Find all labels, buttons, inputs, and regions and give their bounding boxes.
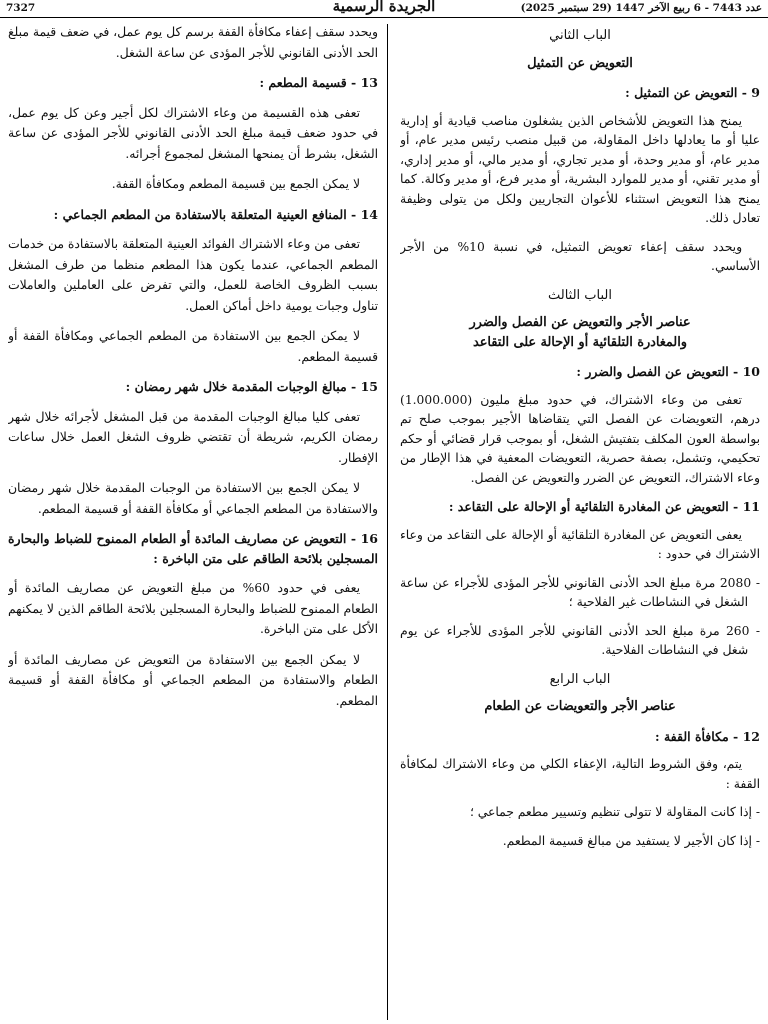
chapter-title: عناصر الأجر والتعويض عن الفصل والضرر (469, 315, 691, 330)
article-title: 14 - المنافع العينية المتعلقة بالاستفادة من المطعم الجماعي : (53, 206, 378, 222)
paragraph: تعفى كليا مبالغ الوجبات المقدمة من قبل المشغل لأجرائه خلال شهر رمضان الكريم، شريطة أن تقتضي ظروف الشغل العمل خلال ساعات الإفطار. (8, 409, 378, 465)
article-title: 11 - التعويض عن المغادرة التلقائية أو الإحالة على التقاعد : (448, 499, 760, 514)
paragraph: لا يمكن الجمع بين قسيمة المطعم ومكافأة القفة. (111, 177, 360, 191)
chapter-heading: الباب الرابع (549, 671, 611, 687)
paragraph: تعفى هذه القسيمة من وعاء الاشتراك لكل أجير وعن كل يوم عمل، في حدود ضعف قيمة مبلغ الحد الأدنى القانوني للأجر المؤدى عن ساعة الشغل، بشرط أن يمنحها المشغل لمجموع أجرائه. (8, 105, 378, 161)
issue-info: عدد 7443 - 6 ربيع الآخر 1447 (29 سبتمبر 2025) (520, 2, 762, 14)
paragraph: لا يمكن الجمع بين الاستفادة من الوجبات المقدمة خلال شهر رمضان والاستفادة من المطعم الجماعي أو مكافأة القفة أو قسيمة المطعم. (8, 481, 378, 516)
paragraph: يعفى التعويض عن المغادرة التلقائية أو الإحالة على التقاعد من وعاء الاشتراك في حدود : (400, 527, 760, 561)
article-title: 10 - التعويض عن الفصل والضرر : (576, 364, 760, 379)
paragraph: لا يمكن الجمع بين الاستفادة من التعويض عن مصاريف المائدة أو الطعام والاستفادة من المطعم الجماعي أو مكافأة القفة أو قسيمة المطعم. (8, 652, 378, 708)
chapter-heading: الباب الثاني (549, 28, 611, 43)
list-item: - إذا كانت المقاولة لا تتولى تنظيم وتسيير مطعم جماعي ؛ (469, 805, 760, 819)
paragraph: يتم، وفق الشروط التالية، الإعفاء الكلي من وعاء الاشتراك لمكافأة القفة : (400, 757, 760, 791)
article-title: 15 - مبالغ الوجبات المقدمة خلال شهر رمضان : (125, 379, 378, 394)
list-item: - إذا كان الأجير لا يستفيد من مبالغ قسيمة المطعم. (502, 833, 760, 848)
list-item: - 2080 مرة مبلغ الحد الأدنى القانوني للأجر المؤدى للأجراء عن ساعة الشغل في النشاطات غير الفلاحية ؛ (400, 575, 760, 609)
chapter-title: عناصر الأجر والتعويضات عن الطعام (484, 699, 676, 714)
right-column (400, 22, 760, 1024)
page-number: 7327 (6, 2, 36, 14)
article-title: 16 - التعويض عن مصاريف المائدة أو الطعام الممنوح للضباط والبحارة المسجلين بلائحة الطاقم على متن الباخرة : (8, 531, 378, 566)
chapter-heading: الباب الثالث (547, 287, 612, 303)
list-item: - 260 مرة مبلغ الحد الأدنى القانوني للأجر المؤدى للأجراء عن يوم شغل في النشاطات الفلاحية. (400, 623, 760, 657)
chapter-title: والمغادرة التلقائية أو الإحالة على التقاعد (473, 334, 687, 350)
paragraph: تعفى من وعاء الاشتراك، في حدود مبلغ مليون (1.000.000) درهم، التعويضات عن الفصل التي يتقاضاها الأجير بموجب صلح تم بواسطة العون المكلف بتفتيش الشغل، أو بموجب قرار قضائي أو حكم تحكيمي، وتشمل، بصفة حصرية، التعويضات المعفية في هذا الإطار من وعاء الاشتراك، التعويض عن الضرر والتعويض عن الفصل. (400, 392, 760, 485)
paragraph: ويحدد سقف إعفاء مكافأة القفة برسم كل يوم عمل، في ضعف قيمة مبلغ الحد الأدنى القانوني للأجر المؤدى عن ساعة الشغل. (8, 25, 378, 60)
column-divider (387, 24, 388, 1020)
journal-title: الجريدة الرسمية (332, 0, 436, 15)
paragraph: يمنح هذا التعويض للأشخاص الذين يشغلون مناصب قيادية أو إدارية عليا أو ما يعادلها داخل المقاولة، من قبيل منصب رئيس مدير عام، أو مدير عام، أو مدير وحدة، أو مدير تجاري، أو مدير مالي، أو مدير إداري، أو مدير تقني، أو مدير للموارد البشرية، أو مدير فرع، أو مدير وكالة. كما يمنح هذا التعويض استثناء للأعوان التجاريين ولكل من يتولى وظيفة تعادل ذلك. (400, 113, 760, 225)
paragraph: يعفى في حدود 60% من مبلغ التعويض عن مصاريف المائدة أو الطعام الممنوح للضباط والبحارة المسجلين بلائحة الطاقم الذين لا يمكنهم الأكل على متن الباخرة. (8, 581, 378, 636)
paragraph: ويحدد سقف إعفاء تعويض التمثيل، في نسبة 10% من الأجر الأساسي. (400, 239, 760, 273)
article-title: 13 - قسيمة المطعم : (259, 75, 378, 90)
paragraph: تعفى من وعاء الاشتراك الفوائد العينية المتعلقة بالاستفادة من خدمات المطعم الجماعي، عندما يكون هذا المطعم منظما من طرف المشغل بسبب الظروف الخاصة للعمل، والتي تفرض على العاملين والعاملات تناول وجبات يومية داخل أماكن العمل. (8, 237, 378, 313)
chapter-title: التعويض عن التمثيل (527, 55, 633, 71)
article-title: 12 - مكافأة القفة : (655, 728, 760, 744)
article-title: 9 - التعويض عن التمثيل : (625, 85, 760, 100)
paragraph: لا يمكن الجمع بين الاستفادة من المطعم الجماعي ومكافأة القفة أو قسيمة المطعم. (8, 329, 378, 364)
left-column (8, 22, 378, 1024)
page-header (0, 0, 768, 18)
